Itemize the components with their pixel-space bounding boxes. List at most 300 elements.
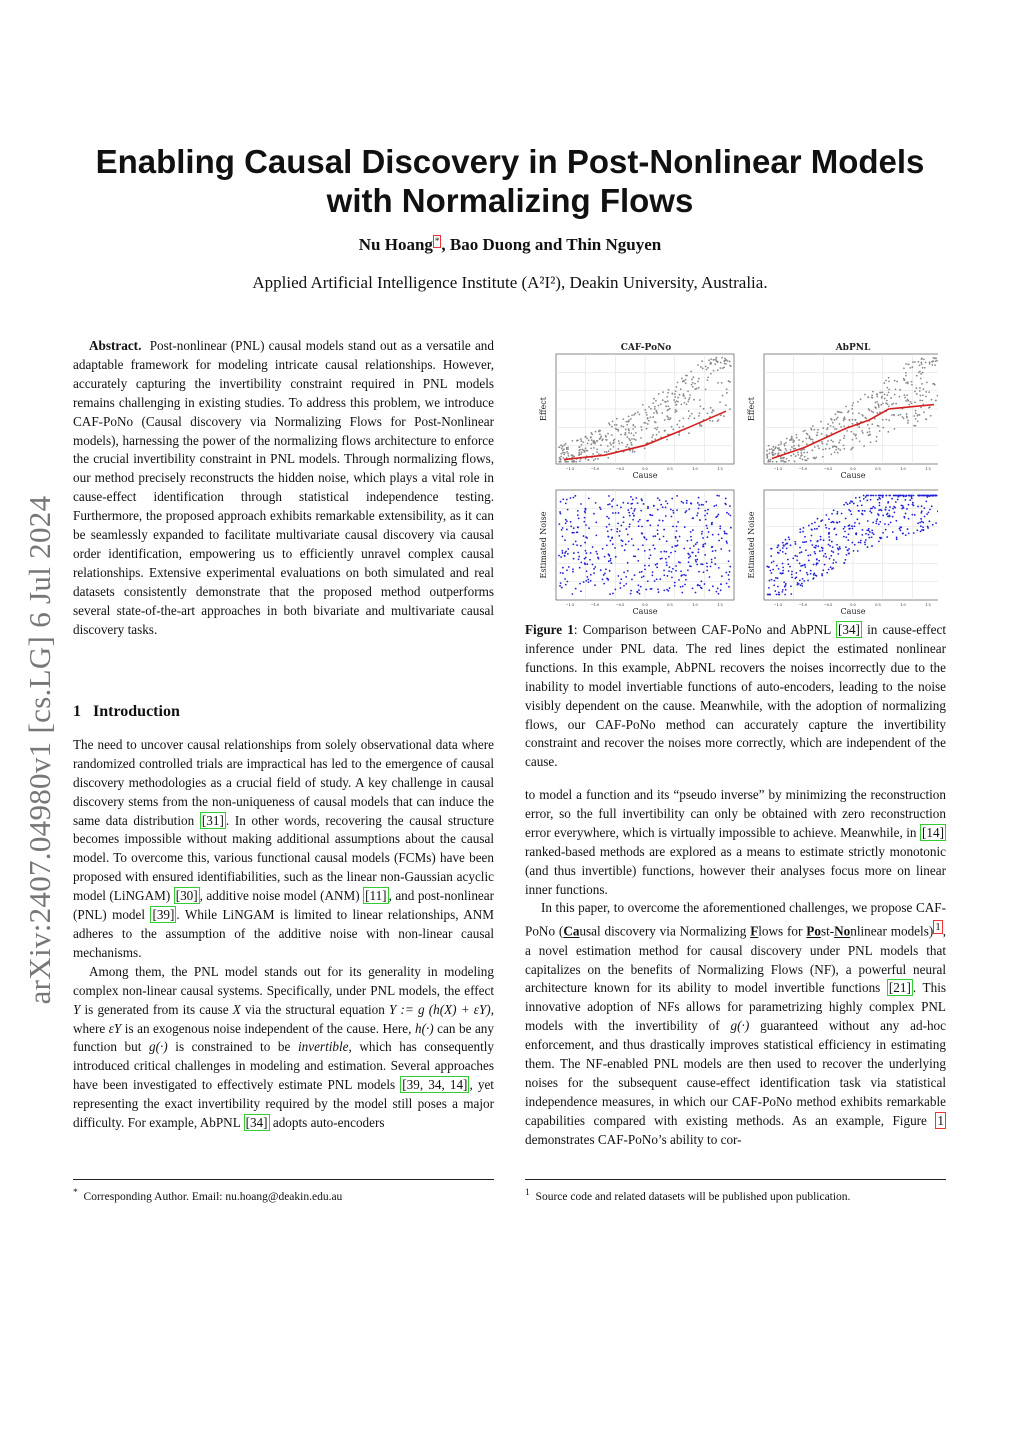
data-point (786, 438, 788, 440)
data-point (712, 585, 714, 587)
data-point (800, 452, 802, 454)
data-point (668, 389, 670, 391)
paper-title (70, 142, 950, 220)
data-point (815, 545, 817, 547)
data-point (895, 388, 897, 390)
data-point (637, 560, 639, 562)
data-point (871, 536, 873, 538)
data-point (707, 412, 709, 414)
data-point (656, 566, 658, 568)
data-point (573, 497, 575, 499)
data-point (799, 457, 801, 459)
data-point (622, 426, 624, 428)
data-point (580, 545, 582, 547)
data-point (935, 522, 937, 524)
data-point (813, 457, 815, 459)
data-point (925, 396, 927, 398)
data-point (816, 528, 818, 530)
data-point (919, 370, 921, 372)
data-point (845, 502, 847, 504)
data-point (863, 498, 865, 500)
citation-21[interactable]: [21] (888, 980, 911, 996)
data-point (565, 461, 567, 463)
data-point (618, 512, 620, 514)
data-point (595, 521, 597, 523)
data-point (646, 428, 648, 430)
data-point (570, 521, 572, 523)
data-point (769, 580, 771, 582)
data-point (857, 505, 859, 507)
data-point (729, 550, 731, 552)
data-point (886, 387, 888, 389)
data-point (682, 502, 684, 504)
data-point (611, 426, 613, 428)
data-point (770, 555, 772, 557)
data-point (718, 419, 720, 421)
data-point (847, 525, 849, 527)
data-point (882, 515, 884, 517)
data-point (661, 557, 663, 559)
data-point (570, 497, 572, 499)
data-point (623, 571, 625, 573)
data-point (914, 361, 916, 363)
data-point (772, 569, 774, 571)
x-tick-label: −0.5 (823, 603, 833, 607)
data-point (848, 548, 850, 550)
data-point (590, 448, 592, 450)
data-point (630, 442, 632, 444)
title-line-1: Enabling Causal Discovery in Post-Nonlinear Models (95, 143, 925, 180)
data-point (607, 553, 609, 555)
data-point (788, 536, 790, 538)
data-point (562, 552, 564, 554)
data-point (819, 550, 821, 552)
data-point (928, 391, 930, 393)
data-point (567, 509, 569, 511)
data-point (864, 417, 866, 419)
x-tick-label: 1.0 (692, 467, 698, 471)
data-point (716, 360, 718, 362)
data-point (920, 378, 922, 380)
data-point (725, 572, 727, 574)
data-point (710, 407, 712, 409)
data-point (871, 507, 873, 509)
data-point (907, 420, 909, 422)
citation-31[interactable]: [31] (201, 812, 224, 828)
data-point (922, 495, 924, 497)
data-point (665, 500, 667, 502)
data-point (894, 380, 896, 382)
data-point (599, 438, 601, 440)
data-point (698, 378, 700, 380)
data-point (560, 513, 562, 515)
data-point (861, 513, 863, 515)
data-point (609, 560, 611, 562)
data-point (854, 525, 856, 527)
data-point (625, 528, 627, 530)
data-point (579, 583, 581, 585)
data-point (888, 419, 890, 421)
data-point (608, 450, 610, 452)
data-point (622, 502, 624, 504)
data-point (860, 540, 862, 542)
data-point (844, 416, 846, 418)
data-point (567, 453, 569, 455)
data-point (714, 359, 716, 361)
data-point (630, 590, 632, 592)
data-point (630, 496, 632, 498)
data-point (671, 571, 673, 573)
data-point (915, 387, 917, 389)
data-point (657, 529, 659, 531)
data-point (811, 535, 813, 537)
data-point (922, 367, 924, 369)
data-point (575, 540, 577, 542)
data-point (836, 513, 838, 515)
data-point (867, 495, 869, 497)
data-point (580, 438, 582, 440)
data-point (608, 536, 610, 538)
data-point (922, 522, 924, 524)
x-tick-label: −0.5 (823, 467, 833, 471)
data-point (871, 545, 873, 547)
data-point (648, 420, 650, 422)
data-point (671, 426, 673, 428)
data-point (683, 395, 685, 397)
data-point (810, 570, 812, 572)
data-point (608, 495, 610, 497)
data-point (691, 384, 693, 386)
data-point (826, 434, 828, 436)
data-point (565, 519, 567, 521)
data-point (720, 589, 722, 591)
footnote-ref-1[interactable]: 1 (935, 921, 941, 934)
data-point (792, 439, 794, 441)
data-point (768, 594, 770, 596)
data-point (917, 506, 919, 508)
data-point (698, 549, 700, 551)
data-point (782, 547, 784, 549)
data-point (564, 555, 566, 557)
data-point (617, 575, 619, 577)
data-point (876, 436, 878, 438)
data-point (844, 526, 846, 528)
data-point (851, 408, 853, 410)
data-point (771, 448, 773, 450)
data-point (728, 560, 730, 562)
data-point (858, 412, 860, 414)
data-point (899, 528, 901, 530)
data-point (848, 553, 850, 555)
data-point (634, 508, 636, 510)
data-point (858, 426, 860, 428)
figure-ref-1[interactable]: 1 (937, 1112, 944, 1128)
data-point (669, 566, 671, 568)
data-point (911, 514, 913, 516)
data-point (850, 510, 852, 512)
data-point (705, 365, 707, 367)
data-point (713, 370, 715, 372)
data-point (882, 496, 884, 498)
data-point (613, 440, 615, 442)
data-point (685, 382, 687, 384)
data-point (588, 527, 590, 529)
data-point (653, 412, 655, 414)
data-point (777, 586, 779, 588)
data-point (800, 584, 802, 586)
data-point (643, 503, 645, 505)
data-point (877, 499, 879, 501)
data-point (879, 537, 881, 539)
citation-34[interactable]: [34] (245, 1115, 268, 1131)
data-point (916, 393, 918, 395)
data-point (654, 427, 656, 429)
data-point (695, 592, 697, 594)
data-point (838, 448, 840, 450)
data-point (806, 451, 808, 453)
data-point (878, 540, 880, 542)
data-point (717, 382, 719, 384)
data-point (656, 578, 658, 580)
data-point (565, 502, 567, 504)
data-point (657, 497, 659, 499)
data-point (802, 441, 804, 443)
data-point (871, 512, 873, 514)
data-point (709, 363, 711, 365)
data-point (695, 559, 697, 561)
data-point (811, 449, 813, 451)
corresponding-mark[interactable]: * (434, 236, 440, 246)
data-point (873, 495, 875, 497)
data-point (795, 543, 797, 545)
data-point (911, 497, 913, 499)
data-point (860, 398, 862, 400)
data-point (909, 495, 911, 497)
data-point (641, 526, 643, 528)
data-point (593, 459, 595, 461)
data-point (831, 541, 833, 543)
data-point (871, 396, 873, 398)
data-point (826, 514, 828, 516)
data-point (636, 591, 638, 593)
data-point (889, 506, 891, 508)
x-tick-label: 1.5 (925, 467, 931, 471)
data-point (669, 587, 671, 589)
data-point (878, 406, 880, 408)
data-point (688, 417, 690, 419)
data-point (678, 434, 680, 436)
data-point (585, 536, 587, 538)
data-point (796, 437, 798, 439)
data-point (596, 448, 598, 450)
caption-citation-34[interactable]: [34] (837, 622, 860, 637)
data-point (899, 526, 901, 528)
data-point (665, 551, 667, 553)
data-point (671, 516, 673, 518)
data-point (562, 452, 564, 454)
data-point (611, 500, 613, 502)
data-point (559, 511, 561, 513)
data-point (729, 566, 731, 568)
data-point (834, 428, 836, 430)
data-point (586, 570, 588, 572)
data-point (663, 589, 665, 591)
data-point (859, 440, 861, 442)
data-point (914, 514, 916, 516)
data-point (928, 511, 930, 513)
data-point (627, 509, 629, 511)
data-point (584, 562, 586, 564)
data-point (728, 579, 730, 581)
data-point (787, 563, 789, 565)
data-point (913, 495, 915, 497)
data-point (614, 589, 616, 591)
data-point (577, 531, 579, 533)
data-point (797, 452, 799, 454)
data-point (705, 501, 707, 503)
data-point (899, 396, 901, 398)
data-point (766, 566, 768, 568)
data-point (575, 588, 577, 590)
data-point (698, 571, 700, 573)
citation-11[interactable]: [11] (365, 888, 387, 904)
data-point (642, 544, 644, 546)
data-point (664, 430, 666, 432)
data-point (919, 387, 921, 389)
data-point (832, 441, 834, 443)
data-point (674, 396, 676, 398)
data-point (690, 536, 692, 538)
data-point (858, 510, 860, 512)
data-point (867, 396, 869, 398)
data-point (649, 549, 651, 551)
affiliation: Applied Artificial Intelligence Institute (A²I²), Deakin University, Australia. (252, 273, 768, 292)
data-point (635, 497, 637, 499)
data-point (892, 508, 894, 510)
data-point (876, 518, 878, 520)
data-point (682, 381, 684, 383)
data-point (906, 508, 908, 510)
data-point (644, 569, 646, 571)
data-point (686, 375, 688, 377)
data-point (777, 577, 779, 579)
data-point (564, 578, 566, 580)
data-point (827, 423, 829, 425)
data-point (922, 388, 924, 390)
data-point (802, 430, 804, 432)
data-point (837, 511, 839, 513)
data-point (893, 415, 895, 417)
data-point (592, 546, 594, 548)
data-point (592, 442, 594, 444)
data-point (785, 553, 787, 555)
data-point (632, 499, 634, 501)
data-point (911, 403, 913, 405)
data-point (641, 429, 643, 431)
data-point (832, 551, 834, 553)
data-point (776, 565, 778, 567)
data-point (851, 501, 853, 503)
data-point (813, 573, 815, 575)
data-point (818, 560, 820, 562)
data-point (704, 515, 706, 517)
data-point (625, 576, 627, 578)
data-point (884, 393, 886, 395)
data-point (835, 561, 837, 563)
footnote-rule-right (525, 1179, 946, 1180)
data-point (872, 411, 874, 413)
data-point (708, 589, 710, 591)
data-point (850, 513, 852, 515)
data-point (805, 438, 807, 440)
data-point (839, 546, 841, 548)
data-point (837, 547, 839, 549)
data-point (630, 593, 632, 595)
data-point (706, 527, 708, 529)
data-point (726, 582, 728, 584)
data-point (885, 506, 887, 508)
citation-39[interactable]: [39] (152, 907, 175, 923)
data-point (844, 435, 846, 437)
data-point (723, 366, 725, 368)
data-point (627, 562, 629, 564)
data-point (631, 432, 633, 434)
intro-paragraph-2: Among them, the PNL model stands out for its generality in modeling complex non-linear causal systems. Specifically, under PNL models, the effect Y is generated from its cause X via the structural equation Y := g (h(X) + εY), where εY is an exogenous noise independent of the cause. Here, h(·) can be any function but g(·) is constrained to be invertible, which has consequently introduced critical challenges in modeling and estimation. Several approaches have been investigated to effectively estimate PNL models [39, 34, 14] , yet representing the exact invertibility required by the model still poses a major difficulty. For example, AbPNL [34] adopts auto-encoders (73, 963, 494, 1131)
data-point (699, 399, 701, 401)
data-point (558, 555, 560, 557)
citation-30[interactable]: [30] (175, 888, 198, 904)
data-point (706, 513, 708, 515)
data-point (726, 392, 728, 394)
data-point (699, 585, 701, 587)
data-point (590, 552, 592, 554)
data-point (578, 452, 580, 454)
data-point (621, 545, 623, 547)
data-point (563, 454, 565, 456)
data-point (606, 578, 608, 580)
data-point (809, 437, 811, 439)
data-point (926, 495, 928, 497)
citation-39-34-14[interactable]: [39, 34, 14] (402, 1077, 468, 1093)
data-point (903, 507, 905, 509)
data-point (817, 445, 819, 447)
data-point (915, 418, 917, 420)
data-point (888, 377, 890, 379)
data-point (888, 380, 890, 382)
data-point (598, 453, 600, 455)
data-point (710, 358, 712, 360)
data-point (818, 525, 820, 527)
data-point (594, 566, 596, 568)
data-point (610, 558, 612, 560)
data-point (659, 519, 661, 521)
data-point (864, 543, 866, 545)
data-point (875, 522, 877, 524)
data-point (652, 434, 654, 436)
data-point (836, 544, 838, 546)
data-point (829, 545, 831, 547)
data-point (838, 442, 840, 444)
data-point (815, 564, 817, 566)
citation-14[interactable]: [14] (922, 824, 944, 840)
data-point (865, 496, 867, 498)
data-point (640, 437, 642, 439)
x-axis-label: Cause (632, 607, 658, 615)
data-point (644, 537, 646, 539)
data-point (817, 518, 819, 520)
data-point (583, 521, 585, 523)
data-point (813, 429, 815, 431)
